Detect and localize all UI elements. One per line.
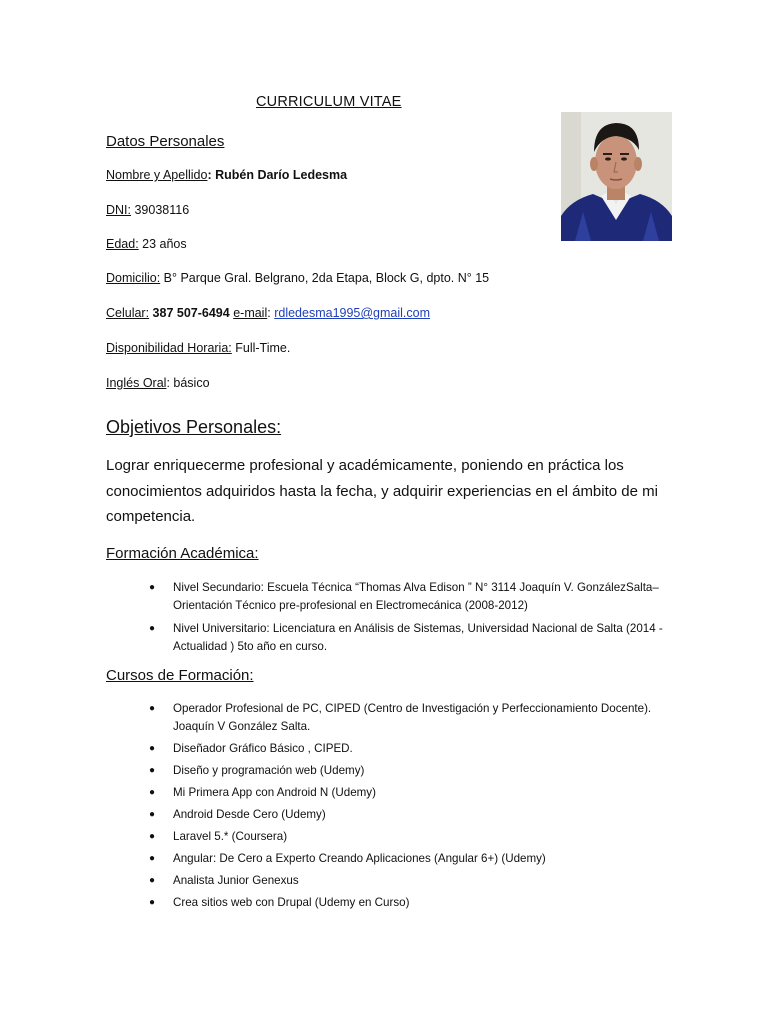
- email-link[interactable]: rdledesma1995@gmail.com: [274, 306, 431, 320]
- curso-item-text: Diseñador Gráfico Básico , CIPED.: [173, 742, 353, 755]
- field-ingles: [106, 376, 210, 390]
- curso-item-text: Mi Primera App con Android N (Udemy): [173, 786, 376, 799]
- curso-item-text: Angular: De Cero a Experto Creando Aplicaciones (Angular 6+) (Udemy): [173, 852, 546, 865]
- edad-value: 23 años: [138, 237, 187, 251]
- edad-label: Edad:: [106, 237, 139, 251]
- curso-item-text: Crea sitios web con Drupal (Udemy en Curso): [173, 896, 410, 909]
- curso-item: [0, 762, 673, 780]
- bullet-icon: ●: [149, 743, 156, 754]
- bullet-icon: ●: [149, 831, 156, 842]
- curso-item-text: Operador Profesional de PC, CIPED (Centro de Investigación y Perfeccionamiento Docente). Joaquín V González Salta.: [173, 702, 652, 733]
- bullet-icon: ●: [149, 765, 156, 776]
- field-contacto: [106, 306, 430, 320]
- dni-value: 39038116: [131, 203, 190, 217]
- curso-item-text: Analista Junior Genexus: [173, 874, 299, 887]
- bullet-icon: ●: [149, 853, 156, 864]
- formacion-item-text: Nivel Secundario: Escuela Técnica “Thomas Alva Edison ” N° 3114 Joaquín V. GonzálezSalta– Orientación Técnico pre-profesional en Electromecánica (2008-2012): [173, 581, 659, 612]
- cursos-list: [0, 700, 673, 916]
- domicilio-label: Domicilio:: [106, 271, 161, 285]
- formacion-item-text: Nivel Universitario: Licenciatura en Análisis de Sistemas, Universidad Nacional de Salta (2014 - Actualidad ) 5to año en curso.: [173, 622, 663, 653]
- objetivos-heading: Objetivos Personales:: [106, 417, 282, 437]
- email-separator: :: [267, 306, 275, 320]
- bullet-icon: ●: [149, 897, 156, 908]
- curso-item: [0, 700, 673, 736]
- bullet-icon: ●: [149, 623, 156, 634]
- celular-label: Celular:: [106, 306, 150, 320]
- dni-label: DNI:: [106, 203, 131, 217]
- bullet-icon: ●: [149, 582, 156, 593]
- curso-item-text: Laravel 5.* (Coursera): [173, 830, 288, 843]
- field-domicilio: [106, 271, 489, 285]
- curso-item-text: Diseño y programación web (Udemy): [173, 764, 365, 777]
- profile-photo: [561, 112, 672, 241]
- datos-personales-heading: Datos Personales: [106, 133, 225, 150]
- domicilio-value: B° Parque Gral. Belgrano, 2da Etapa, Block G, dpto. N° 15: [160, 271, 490, 285]
- cursos-heading: Cursos de Formación:: [106, 667, 254, 684]
- bullet-icon: ●: [149, 787, 156, 798]
- ingles-value: : básico: [166, 376, 210, 390]
- formacion-list: [0, 579, 673, 661]
- cv-title: CURRICULUM VITAE: [256, 94, 402, 110]
- ingles-label: Inglés Oral: [106, 376, 167, 390]
- bullet-icon: ●: [149, 809, 156, 820]
- curso-item: [0, 740, 673, 758]
- curso-item: [0, 850, 673, 868]
- bullet-icon: ●: [149, 703, 156, 714]
- field-nombre: [106, 168, 347, 182]
- formacion-item: [0, 620, 673, 656]
- curso-item-text: Android Desde Cero (Udemy): [173, 808, 326, 821]
- bullet-icon: ●: [149, 875, 156, 886]
- disponibilidad-label: Disponibilidad Horaria:: [106, 341, 232, 355]
- field-dni: [106, 203, 189, 217]
- nombre-value: : Rubén Darío Ledesma: [207, 168, 348, 182]
- curso-item: [0, 828, 673, 846]
- nombre-label: Nombre y Apellido: [106, 168, 208, 182]
- field-edad: [106, 237, 187, 251]
- curso-item: [0, 806, 673, 824]
- curso-item: [0, 872, 673, 890]
- curso-item: [0, 784, 673, 802]
- field-disponibilidad: [106, 341, 290, 355]
- objetivos-text: Lograr enriquecerme profesional y académicamente, poniendo en práctica los conocimientos adquiridos hasta la fecha, y adquirir experiencias en el ámbito de mi competencia.: [106, 457, 658, 525]
- email-label: e-mail: [233, 306, 268, 320]
- celular-value: 387 507-6494: [149, 306, 230, 320]
- disponibilidad-value: Full-Time.: [231, 341, 291, 355]
- formacion-heading: Formación Académica:: [106, 545, 259, 562]
- curso-item: [0, 894, 673, 912]
- formacion-item: [0, 579, 673, 615]
